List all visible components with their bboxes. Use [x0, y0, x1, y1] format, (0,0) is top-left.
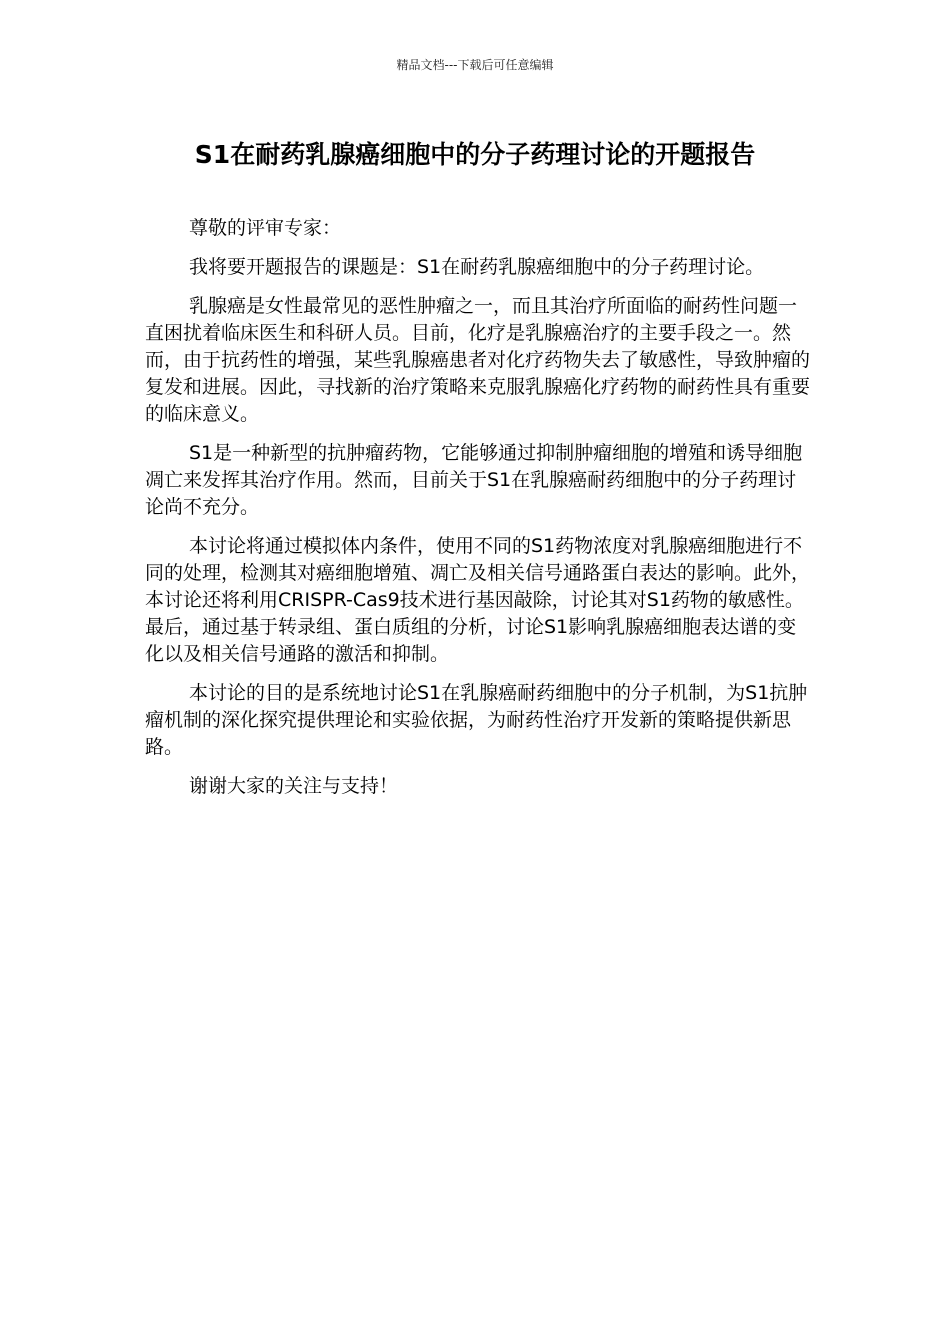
salutation-paragraph: 尊敬的评审专家：: [189, 217, 342, 239]
methods-paragraph: 本讨论将通过模拟体内条件，使用不同的S1药物浓度对乳腺癌细胞进行不同的处理，检测其对癌细胞增殖、凋亡及相关信号通路蛋白表达的影响。此外，本讨论还将利用CRISPR-Cas9技术进行基因敲除，讨论其对S1药物的敏感性。最后，通过基于转录组、蛋白质组的分析，讨论S1影响乳腺癌细胞表达谱的变化以及相关信号通路的激活和抑制。: [145, 535, 811, 665]
page-header: 精品文档---下载后可任意编辑: [396, 58, 554, 72]
purpose-paragraph: 本讨论的目的是系统地讨论S1在乳腺癌耐药细胞中的分子机制，为S1抗肿瘤机制的深化探究提供理论和实验依据，为耐药性治疗开发新的策略提供新思路。: [145, 682, 808, 758]
document-body: [145, 215, 813, 812]
background-paragraph: 乳腺癌是女性最常见的恶性肿瘤之一，而且其治疗所面临的耐药性问题一直困扰着临床医生和科研人员。目前，化疗是乳腺癌治疗的主要手段之一。然而，由于抗药性的增强，某些乳腺癌患者对化疗药物失去了敏感性，导致肿瘤的复发和进展。因此，寻找新的治疗策略来克服乳腺癌化疗药物的耐药性具有重要的临床意义。: [145, 295, 811, 425]
topic-paragraph: 我将要开题报告的课题是：S1在耐药乳腺癌细胞中的分子药理讨论。: [189, 256, 765, 278]
closing-paragraph: 谢谢大家的关注与支持！: [189, 775, 399, 797]
document-title: S1在耐药乳腺癌细胞中的分子药理讨论的开题报告: [194, 140, 756, 169]
s1-introduction-paragraph: S1是一种新型的抗肿瘤药物，它能够通过抑制肿瘤细胞的增殖和诱导细胞凋亡来发挥其治疗作用。然而，目前关于S1在乳腺癌耐药细胞中的分子药理讨论尚不充分。: [145, 442, 803, 518]
